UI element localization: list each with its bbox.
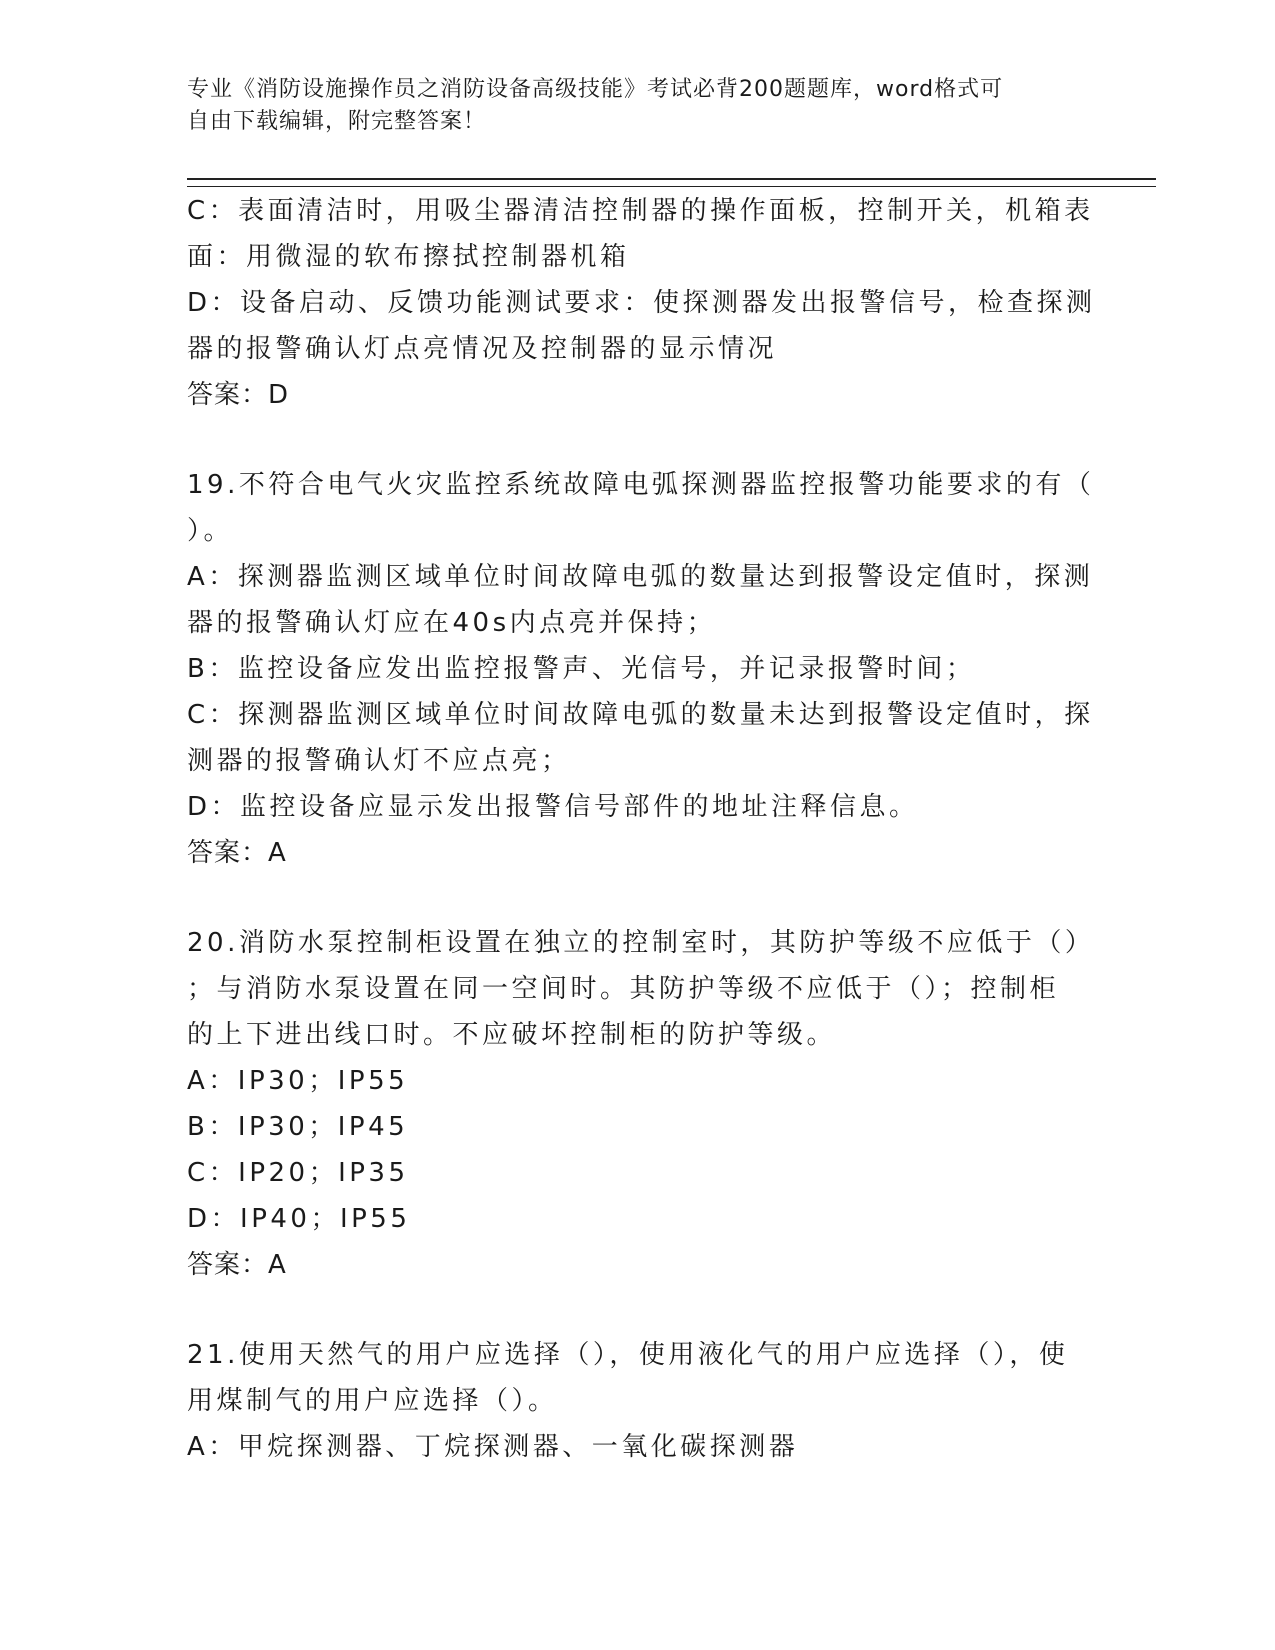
question-text: 20.消防水泵控制柜设置在独立的控制室时，其防护等级不应低于（） xyxy=(187,928,1095,958)
question-block xyxy=(187,920,1095,1288)
spacer xyxy=(187,1288,1087,1332)
option-line: D：IP40；IP55 xyxy=(187,1204,411,1234)
option-line: D：设备启动、反馈功能测试要求：使探测器发出报警信号，检查探测 xyxy=(187,288,1096,318)
option-line: 器的报警确认灯点亮情况及控制器的显示情况 xyxy=(187,334,778,364)
option-line: A：IP30；IP55 xyxy=(187,1066,409,1096)
question-text: 21.使用天然气的用户应选择（），使用液化气的用户应选择（），使 xyxy=(187,1340,1069,1370)
option-line: B：IP30；IP45 xyxy=(187,1112,409,1142)
option-line: C：IP20；IP35 xyxy=(187,1158,409,1188)
option-line: 测器的报警确认灯不应点亮； xyxy=(187,746,571,776)
header-line-1: 专业《消防设施操作员之消防设备高级技能》考试必背200题题库，word格式可 xyxy=(187,77,1004,102)
question-block xyxy=(187,188,1096,418)
document-header xyxy=(187,74,1087,138)
question-text: 用煤制气的用户应选择（）。 xyxy=(187,1386,558,1416)
option-line: 面：用微湿的软布擦拭控制器机箱 xyxy=(187,242,630,272)
header-line-2: 自由下载编辑，附完整答案！ xyxy=(187,109,487,134)
answer-line: 答案：D xyxy=(187,380,290,410)
option-line: C：探测器监测区域单位时间故障电弧的数量未达到报警设定值时，探 xyxy=(187,700,1094,730)
question-block xyxy=(187,462,1095,876)
option-line: A：甲烷探测器、丁烷探测器、一氧化碳探测器 xyxy=(187,1432,799,1462)
answer-line: 答案：A xyxy=(187,838,287,868)
header-divider xyxy=(187,178,1156,187)
option-line: C：表面清洁时，用吸尘器清洁控制器的操作面板，控制开关，机箱表 xyxy=(187,196,1094,226)
option-line: B：监控设备应发出监控报警声、光信号，并记录报警时间； xyxy=(187,654,976,684)
question-text: ）。 xyxy=(187,516,234,546)
option-line: D：监控设备应显示发出报警信号部件的地址注释信息。 xyxy=(187,792,919,822)
spacer xyxy=(187,876,1087,920)
question-text: ；与消防水泵设置在同一空间时。其防护等级不应低于（）；控制柜 xyxy=(187,974,1060,1004)
question-block xyxy=(187,1332,1087,1470)
option-line: 器的报警确认灯应在40s内点亮并保持； xyxy=(187,608,717,638)
question-text: 的上下进出线口时。不应破坏控制柜的防护等级。 xyxy=(187,1020,837,1050)
option-line: A：探测器监测区域单位时间故障电弧的数量达到报警设定值时，探测 xyxy=(187,562,1094,592)
spacer xyxy=(187,418,1087,462)
question-text: 19.不符合电气火灾监控系统故障电弧探测器监控报警功能要求的有（ xyxy=(187,470,1095,500)
document-body xyxy=(187,188,1096,1470)
answer-line: 答案：A xyxy=(187,1250,287,1280)
